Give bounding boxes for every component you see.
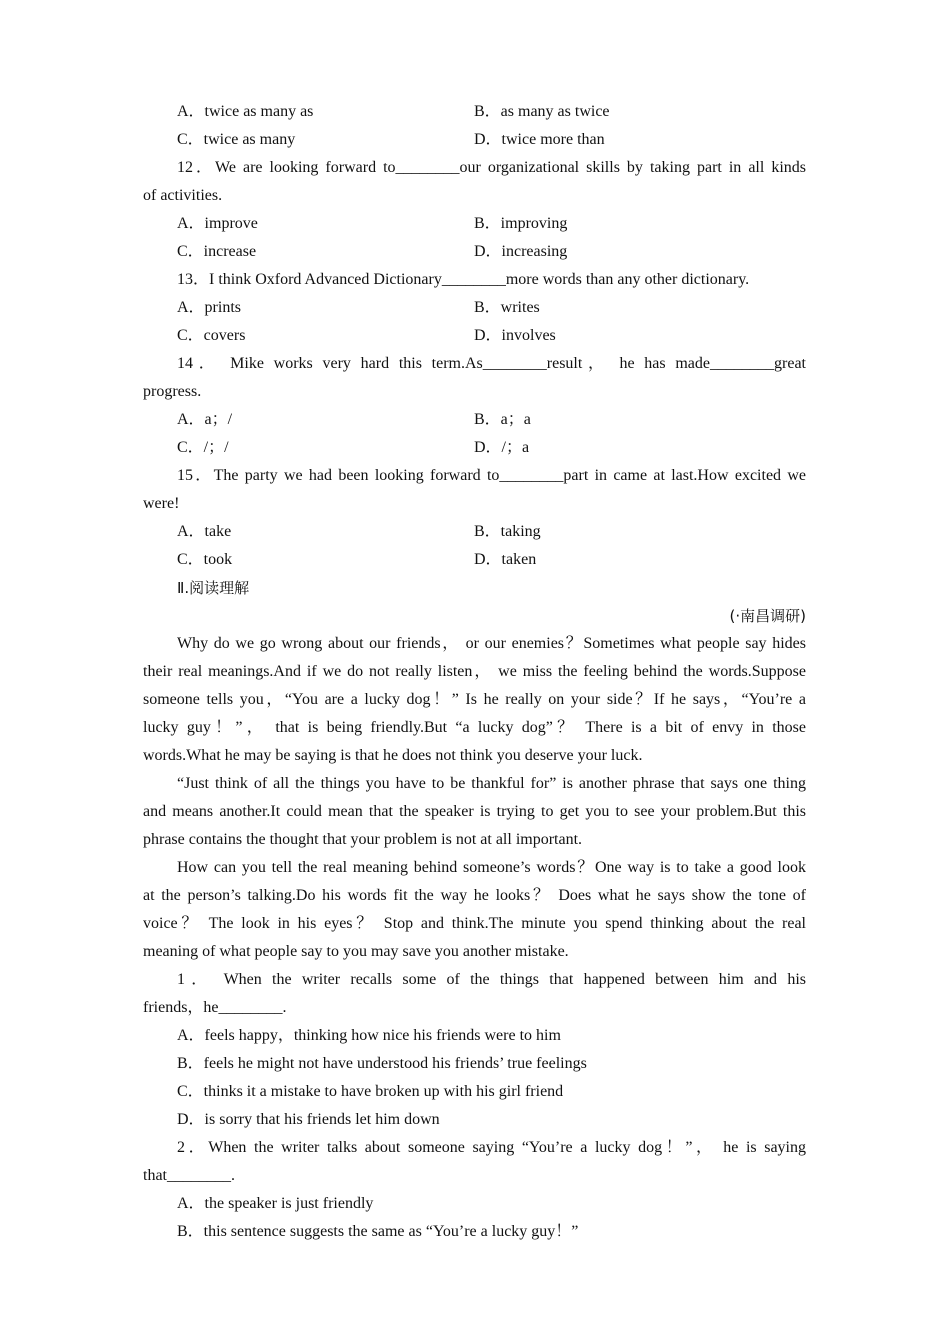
q11-option-a: A．twice as many as	[177, 103, 314, 120]
q15-option-a: A．take	[177, 523, 232, 540]
section-source: (·南昌调研)	[729, 607, 806, 625]
q12-options-row-2	[143, 238, 806, 266]
passage-paragraph-3	[143, 854, 806, 966]
q11-options-row-1	[143, 98, 806, 126]
q14-option-d: D．/；a	[474, 439, 530, 456]
passage-p2-line-1: “Just think of all the things you have to be thankful for” is another phrase that says one thing	[177, 775, 806, 792]
q13-option-d: D．involves	[474, 327, 556, 344]
q12-options-row-1	[143, 210, 806, 238]
passage-p3-line-4: meaning of what people say to you may save you another mistake.	[143, 943, 569, 960]
q13-options-row-2	[143, 322, 806, 350]
section-heading-reading-comprehension: Ⅱ.阅读理解	[177, 579, 250, 597]
q14-stem-line-1: 14． Mike works very hard this term.As________result， he has made________great	[177, 355, 806, 372]
q14-options-row-1	[143, 406, 806, 434]
q12-option-d: D．increasing	[474, 243, 568, 260]
q11-option-d: D．twice more than	[474, 131, 605, 148]
passage-p3-line-3: voice？ The look in his eyes？ Stop and think.The minute you spend thinking about the real	[143, 915, 806, 932]
passage-p1-line-5: words.What he may be saying is that he does not think you deserve your luck.	[143, 747, 643, 764]
q12-option-a: A．improve	[177, 215, 258, 232]
passage-p3-line-2: at the person’s talking.Do his words fit the way he looks？ Does what he says show the tone of	[143, 887, 806, 904]
passage-p1-line-1: Why do we go wrong about our friends， or our enemies？Sometimes what people say hides	[177, 635, 806, 652]
q14-option-b: B．a；a	[474, 411, 531, 428]
q11-options-row-2	[143, 126, 806, 154]
q15-options-row-1	[143, 518, 806, 546]
q14-stem-line-2: progress.	[143, 383, 202, 400]
q13-options-row-1	[143, 294, 806, 322]
reading-q2-option-a: A．the speaker is just friendly	[177, 1195, 374, 1212]
passage-paragraph-2	[143, 770, 806, 854]
q11-option-c: C．twice as many	[177, 131, 296, 148]
q15-option-d: D．taken	[474, 551, 537, 568]
reading-q2-stem-line-2: that________.	[143, 1167, 235, 1184]
q12-option-b: B．improving	[474, 215, 568, 232]
q15-stem-line-2: were!	[143, 495, 180, 512]
q14-option-c: C．/；/	[177, 439, 229, 456]
q13-option-c: C．covers	[177, 327, 246, 344]
reading-q1-option-b: B．feels he might not have understood his friends’ true feelings	[177, 1055, 587, 1072]
reading-q1-stem-line-2: friends，he________.	[143, 999, 287, 1016]
document-page	[143, 98, 806, 1246]
passage-paragraph-1	[143, 630, 806, 770]
q13-stem: 13．I think Oxford Advanced Dictionary________more words than any other dictionary.	[177, 271, 750, 288]
q15-option-b: B．taking	[474, 523, 541, 540]
q11-option-b: B．as many as twice	[474, 103, 610, 120]
q15-option-c: C．took	[177, 551, 233, 568]
reading-q2-stem-line-1: 2．When the writer talks about someone saying “You’re a lucky dog！”， he is saying	[177, 1139, 806, 1156]
passage-p2-line-2: and means another.It could mean that the speaker is trying to get you to see your problem.But this	[143, 803, 806, 820]
q13-option-b: B．writes	[474, 299, 540, 316]
passage-p1-line-3: someone tells you，“You are a lucky dog！” Is he really on your side？If he says，“You’re a	[143, 691, 806, 708]
q13-option-a: A．prints	[177, 299, 242, 316]
reading-q1-option-d: D．is sorry that his friends let him down	[177, 1111, 440, 1128]
reading-q1-stem-line-1: 1． When the writer recalls some of the things that happened between him and his	[177, 971, 806, 988]
passage-p2-line-3: phrase contains the thought that your problem is not at all important.	[143, 831, 583, 848]
reading-q1-option-a: A．feels happy，thinking how nice his friends were to him	[177, 1027, 561, 1044]
passage-p1-line-4: lucky guy！”， that is being friendly.But “a lucky dog”？ There is a bit of envy in those	[143, 719, 806, 736]
q12-option-c: C．increase	[177, 243, 257, 260]
q12-stem-line-2: of activities.	[143, 187, 223, 204]
q12-stem-line-1: 12．We are looking forward to________our organizational skills by taking part in all kinds	[177, 159, 806, 176]
passage-p3-line-1: How can you tell the real meaning behind someone’s words？One way is to take a good look	[177, 859, 806, 876]
reading-q2-option-b: B．this sentence suggests the same as “You’re a lucky guy！”	[177, 1223, 579, 1240]
reading-q1-option-c: C．thinks it a mistake to have broken up with his girl friend	[177, 1083, 564, 1100]
q14-options-row-2	[143, 434, 806, 462]
q15-options-row-2	[143, 546, 806, 574]
passage-p1-line-2: their real meanings.And if we do not really listen， we miss the feeling behind the words.Suppose	[143, 663, 806, 680]
q15-stem-line-1: 15．The party we had been looking forward to________part in came at last.How excited we	[177, 467, 806, 484]
q14-option-a: A．a；/	[177, 411, 233, 428]
